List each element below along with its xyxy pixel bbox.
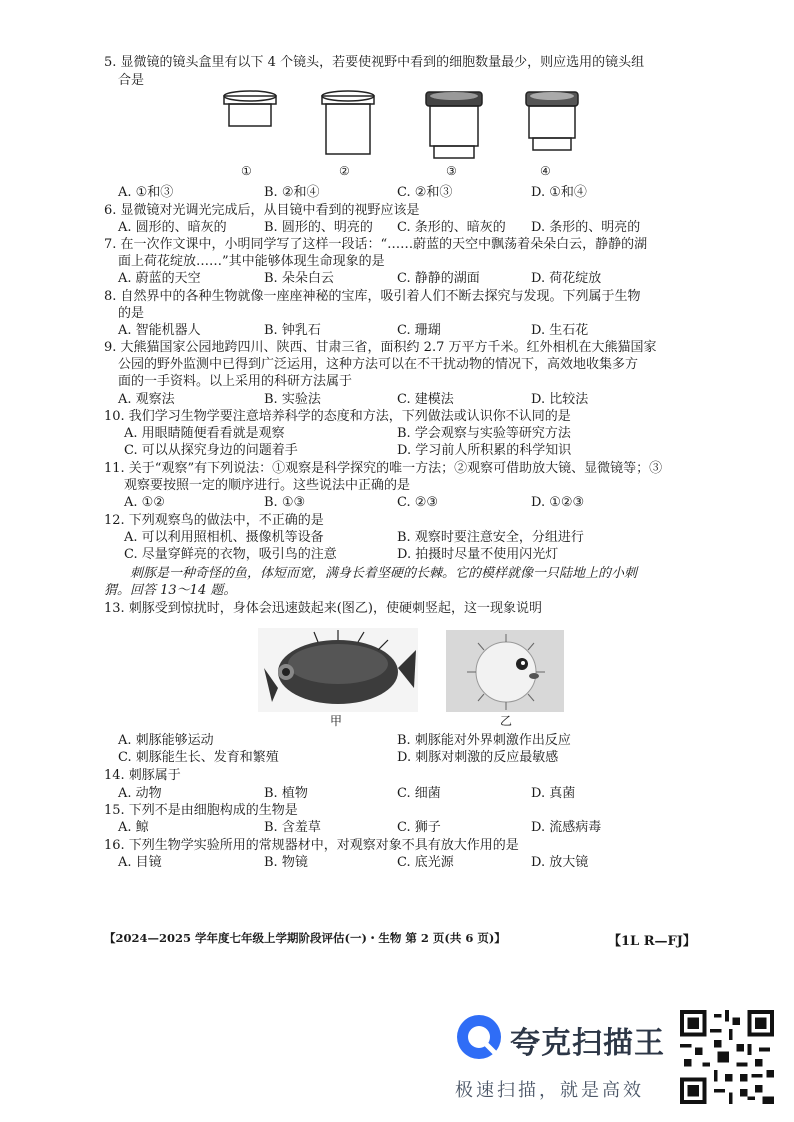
q15-option-d: D. 流感病毒 [531, 820, 602, 835]
q16-option-a: A. 目镜 [118, 855, 162, 870]
q9-option-b: B. 实验法 [264, 392, 321, 407]
q14-stem: 14. 刺豚属于 [104, 768, 181, 783]
passage-line1: 刺豚是一种奇怪的鱼，体短而宽，满身长着坚硬的长棘。它的模样就像一只陆地上的小刺 [130, 566, 638, 581]
q8-option-a: A. 智能机器人 [118, 323, 201, 338]
passage-line2: 猬。回答 13～14 题。 [104, 583, 237, 598]
q12-stem: 12. 下列观察鸟的做法中，不正确的是 [104, 513, 324, 528]
lens-figure [220, 88, 600, 168]
lens-label-3: ③ [446, 164, 457, 178]
q7-stem-line1: 7. 在一次作文课中，小明同学写了这样一段话：“……蔚蓝的天空中飘荡着朵朵白云，静静的湖 [104, 237, 648, 252]
lens-2-icon [322, 91, 374, 154]
fig-label-yi: 乙 [500, 714, 513, 728]
q16-stem: 16. 下列生物学实验所用的常规器材中，对观察对象不具有放大作用的是 [104, 838, 519, 853]
lens-label-1: ① [241, 164, 252, 178]
q8-stem-line2: 的是 [118, 306, 145, 321]
q11-stem-line2: 观察要按照一定的顺序进行。这些说法中正确的是 [124, 478, 411, 493]
q12-option-c: C. 尽量穿鲜亮的衣物，吸引鸟的注意 [124, 547, 337, 562]
q8-option-b: B. 钟乳石 [264, 323, 321, 338]
q16-option-d: D. 放大镜 [531, 855, 589, 870]
exam-code: 【1L R—FJ】 [608, 934, 696, 949]
q9-stem-line2: 公园的野外监测中已得到广泛运用，这种方法可以在不干扰动物的情况下，高效地收集多方 [118, 357, 639, 372]
scanner-slogan: 极速扫描，就是高效 [455, 1080, 644, 1101]
pufferfish-inflated-image [446, 630, 564, 712]
q11-option-d: D. ①②③ [531, 495, 585, 510]
q5-option-b: B. ②和④ [264, 185, 320, 200]
q7-option-c: C. 静静的湖面 [397, 271, 480, 286]
qr-code-icon [680, 1010, 774, 1104]
lens-3-icon [426, 92, 482, 158]
q13-option-d: D. 刺豚对刺激的反应最敏感 [397, 750, 559, 765]
q10-option-c: C. 可以从探究身边的问题着手 [124, 443, 298, 458]
lens-1-icon [224, 91, 276, 126]
scanner-brand-name: 夸克扫描王 [510, 1026, 665, 1061]
q9-option-a: A. 观察法 [118, 392, 175, 407]
q11-option-a: A. ①② [124, 495, 165, 510]
q6-option-a: A. 圆形的、暗灰的 [118, 220, 227, 235]
q10-option-b: B. 学会观察与实验等研究方法 [397, 426, 571, 441]
q7-option-a: A. 蔚蓝的天空 [118, 271, 201, 286]
q8-stem-line1: 8. 自然界中的各种生物就像一座座神秘的宝库，吸引着人们不断去探究与发现。下列属于生物 [104, 289, 641, 304]
q11-option-b: B. ①③ [264, 495, 306, 510]
q14-option-d: D. 真菌 [531, 786, 576, 801]
q13-stem: 13. 刺豚受到惊扰时，身体会迅速鼓起来(图乙)，使硬刺竖起，这一现象说明 [104, 601, 542, 616]
q5-stem-line1: 5. 显微镜的镜头盒里有以下 4 个镜头，若要使视野中看到的细胞数量最少，则应选用的镜头组 [104, 55, 645, 70]
q14-option-a: A. 动物 [118, 786, 162, 801]
q13-option-b: B. 刺豚能对外界刺激作出反应 [397, 733, 571, 748]
q7-option-b: B. 朵朵白云 [264, 271, 334, 286]
q9-stem-line1: 9. 大熊猫国家公园地跨四川、陕西、甘肃三省，面积约 2.7 万平方千米。红外相机在大熊猫国家 [104, 340, 657, 355]
q8-option-d: D. 生石花 [531, 323, 589, 338]
q5-option-d: D. ①和④ [531, 185, 587, 200]
q6-option-b: B. 圆形的、明亮的 [264, 220, 373, 235]
q15-option-a: A. 鲸 [118, 820, 149, 835]
q12-option-a: A. 可以利用照相机、摄像机等设备 [124, 530, 324, 545]
q5-stem-line2: 合是 [118, 73, 145, 88]
pufferfish-calm-image [258, 628, 418, 712]
q12-option-d: D. 拍摄时尽量不使用闪光灯 [397, 547, 559, 562]
q11-stem-line1: 11. 关于“观察”有下列说法：①观察是科学探究的唯一方法；②观察可借助放大镜、显微镜等；③ [104, 461, 663, 476]
quark-logo-icon [455, 1013, 503, 1061]
q15-option-c: C. 狮子 [397, 820, 441, 835]
q5-option-a: A. ①和③ [118, 185, 174, 200]
q15-stem: 15. 下列不是由细胞构成的生物是 [104, 803, 298, 818]
q6-stem: 6. 显微镜对光调光完成后，从目镜中看到的视野应该是 [104, 203, 420, 218]
q10-option-a: A. 用眼睛随便看看就是观察 [124, 426, 285, 441]
q16-option-c: C. 底光源 [397, 855, 454, 870]
q10-stem: 10. 我们学习生物学要注意培养科学的态度和方法，下列做法或认识你不认同的是 [104, 409, 571, 424]
q7-option-d: D. 荷花绽放 [531, 271, 602, 286]
page-footer: 【2024—2025 学年度七年级上学期阶段评估(一)・生物 第 2 页(共 6 页)】 [104, 931, 506, 945]
q14-option-c: C. 细菌 [397, 786, 441, 801]
q7-stem-line2: 面上荷花绽放……”其中能够体现生命现象的是 [118, 254, 385, 269]
q11-option-c: C. ②③ [397, 495, 439, 510]
lens-4-icon [526, 92, 578, 150]
q14-option-b: B. 植物 [264, 786, 308, 801]
q15-option-b: B. 含羞草 [264, 820, 321, 835]
q9-stem-line3: 面的一手资料。以上采用的科研方法属于 [118, 374, 353, 389]
q8-option-c: C. 珊瑚 [397, 323, 441, 338]
fig-label-jia: 甲 [330, 714, 343, 728]
lens-label-2: ② [339, 164, 350, 178]
q6-option-c: C. 条形的、暗灰的 [397, 220, 506, 235]
q5-option-c: C. ②和③ [397, 185, 453, 200]
q9-option-d: D. 比较法 [531, 392, 589, 407]
q16-option-b: B. 物镜 [264, 855, 308, 870]
q13-option-a: A. 刺豚能够运动 [118, 733, 214, 748]
q6-option-d: D. 条形的、明亮的 [531, 220, 641, 235]
q10-option-d: D. 学习前人所积累的科学知识 [397, 443, 572, 458]
q9-option-c: C. 建模法 [397, 392, 454, 407]
q13-option-c: C. 刺豚能生长、发育和繁殖 [118, 750, 279, 765]
lens-label-4: ④ [540, 164, 551, 178]
q12-option-b: B. 观察时要注意安全，分组进行 [397, 530, 584, 545]
